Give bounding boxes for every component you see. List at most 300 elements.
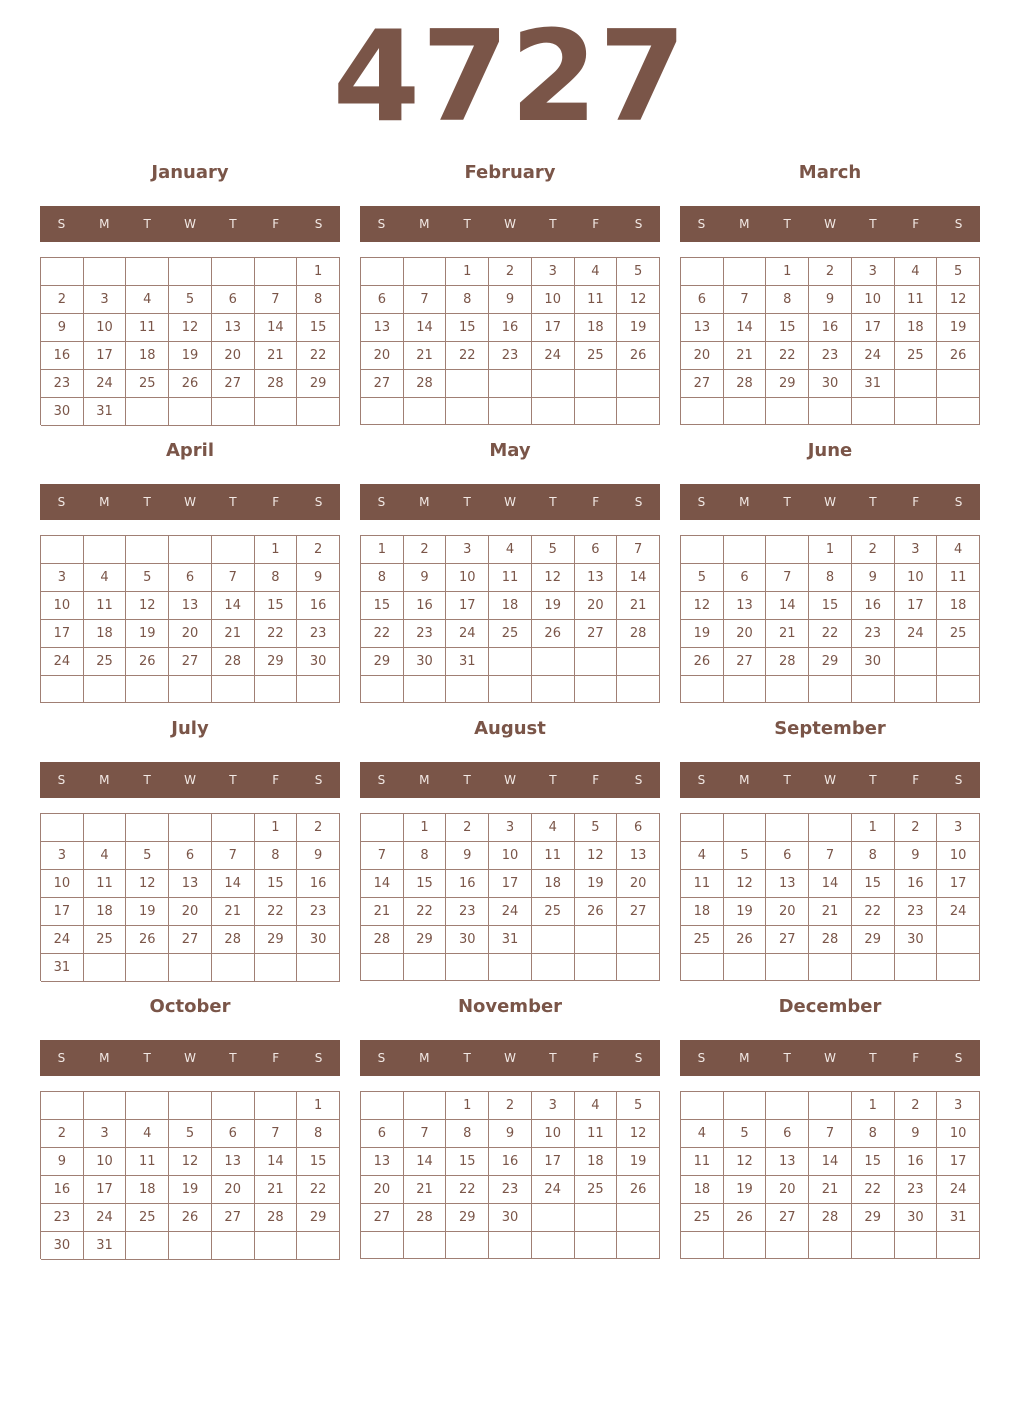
empty-cell (809, 1092, 852, 1120)
day-cell: 14 (212, 592, 255, 620)
day-cell: 11 (937, 564, 980, 592)
day-grid (680, 813, 980, 981)
weekday-label: T (783, 1051, 791, 1065)
month-name: October (149, 996, 231, 1017)
day-cell: 11 (489, 564, 532, 592)
day-cell: 28 (617, 620, 660, 648)
day-cell: 20 (212, 342, 255, 370)
day-cell: 19 (575, 870, 618, 898)
day-cell: 1 (297, 1092, 340, 1120)
empty-cell (212, 398, 255, 426)
day-cell: 14 (361, 870, 404, 898)
day-cell: 6 (169, 842, 212, 870)
day-cell: 24 (489, 898, 532, 926)
day-cell: 7 (212, 564, 255, 592)
day-cell: 19 (532, 592, 575, 620)
day-cell: 1 (852, 1092, 895, 1120)
day-cell: 7 (361, 842, 404, 870)
weekday-label: M (419, 773, 430, 787)
weekday-label: T (869, 495, 877, 509)
weekday-header (680, 484, 980, 520)
day-cell: 26 (575, 898, 618, 926)
day-cell: 12 (681, 592, 724, 620)
day-cell: 29 (297, 1204, 340, 1232)
day-cell: 23 (852, 620, 895, 648)
day-cell: 25 (575, 342, 618, 370)
day-cell: 17 (852, 314, 895, 342)
day-cell: 22 (446, 342, 489, 370)
day-cell: 25 (681, 1204, 724, 1232)
weekday-label: S (697, 773, 706, 787)
day-cell: 31 (489, 926, 532, 954)
weekday-header (40, 206, 340, 242)
empty-cell (724, 676, 767, 703)
empty-cell (212, 258, 255, 286)
day-cell: 30 (489, 1204, 532, 1232)
day-cell: 25 (895, 342, 938, 370)
empty-cell (446, 954, 489, 981)
day-cell: 8 (255, 842, 298, 870)
empty-cell (41, 814, 84, 842)
day-cell: 24 (852, 342, 895, 370)
day-cell: 6 (212, 1120, 255, 1148)
day-cell: 26 (937, 342, 980, 370)
day-cell: 9 (489, 286, 532, 314)
empty-cell (404, 1232, 447, 1259)
day-cell: 11 (681, 1148, 724, 1176)
day-cell: 14 (255, 1148, 298, 1176)
day-cell: 20 (724, 620, 767, 648)
empty-cell (575, 676, 618, 703)
day-cell: 25 (681, 926, 724, 954)
weekday-label: S (634, 217, 643, 231)
day-cell: 28 (809, 926, 852, 954)
day-cell: 10 (489, 842, 532, 870)
day-cell: 6 (724, 564, 767, 592)
month-name: August (474, 718, 546, 739)
day-cell: 7 (809, 1120, 852, 1148)
day-cell: 24 (937, 1176, 980, 1204)
day-cell: 17 (532, 314, 575, 342)
weekday-label: W (184, 1051, 196, 1065)
day-cell: 21 (617, 592, 660, 620)
day-cell: 27 (617, 898, 660, 926)
empty-cell (575, 1204, 618, 1232)
day-cell: 17 (937, 1148, 980, 1176)
empty-cell (489, 676, 532, 703)
day-cell: 2 (297, 814, 340, 842)
day-cell: 19 (937, 314, 980, 342)
day-cell: 9 (446, 842, 489, 870)
day-cell: 21 (404, 1176, 447, 1204)
day-cell: 20 (169, 620, 212, 648)
day-cell: 4 (575, 258, 618, 286)
day-cell: 3 (84, 286, 127, 314)
weekday-label: T (229, 495, 237, 509)
weekday-label: T (229, 1051, 237, 1065)
empty-cell (895, 648, 938, 676)
day-cell: 12 (724, 1148, 767, 1176)
day-cell: 31 (852, 370, 895, 398)
day-cell: 19 (169, 1176, 212, 1204)
empty-cell (766, 398, 809, 425)
day-cell: 17 (41, 620, 84, 648)
day-cell: 30 (809, 370, 852, 398)
day-cell: 29 (446, 1204, 489, 1232)
day-cell: 9 (297, 564, 340, 592)
empty-cell (126, 814, 169, 842)
weekday-header (360, 762, 660, 798)
empty-cell (937, 648, 980, 676)
day-cell: 10 (41, 592, 84, 620)
day-cell: 17 (532, 1148, 575, 1176)
day-cell: 5 (575, 814, 618, 842)
day-cell: 17 (895, 592, 938, 620)
day-cell: 9 (895, 1120, 938, 1148)
day-cell: 21 (809, 898, 852, 926)
day-cell: 16 (297, 592, 340, 620)
empty-cell (446, 676, 489, 703)
empty-cell (297, 1232, 340, 1260)
day-cell: 22 (766, 342, 809, 370)
day-cell: 12 (575, 842, 618, 870)
day-cell: 16 (41, 1176, 84, 1204)
day-cell: 27 (724, 648, 767, 676)
day-cell: 9 (41, 1148, 84, 1176)
day-cell: 5 (724, 1120, 767, 1148)
day-cell: 12 (126, 592, 169, 620)
day-cell: 21 (255, 1176, 298, 1204)
day-cell: 21 (212, 620, 255, 648)
day-cell: 25 (126, 370, 169, 398)
day-cell: 10 (895, 564, 938, 592)
day-cell: 26 (126, 926, 169, 954)
empty-cell (617, 398, 660, 425)
empty-cell (724, 258, 767, 286)
weekday-label: M (739, 217, 750, 231)
empty-cell (297, 676, 340, 703)
weekday-label: S (634, 1051, 643, 1065)
day-cell: 8 (852, 1120, 895, 1148)
empty-cell (212, 1092, 255, 1120)
weekday-label: T (869, 1051, 877, 1065)
day-cell: 3 (895, 536, 938, 564)
weekday-label: S (314, 495, 323, 509)
empty-cell (212, 536, 255, 564)
weekday-label: T (229, 217, 237, 231)
day-cell: 25 (575, 1176, 618, 1204)
weekday-label: M (419, 217, 430, 231)
day-cell: 13 (361, 1148, 404, 1176)
day-cell: 27 (361, 370, 404, 398)
day-cell: 1 (446, 258, 489, 286)
day-cell: 1 (766, 258, 809, 286)
day-cell: 20 (617, 870, 660, 898)
day-cell: 4 (489, 536, 532, 564)
day-cell: 19 (169, 342, 212, 370)
day-cell: 17 (84, 1176, 127, 1204)
day-cell: 18 (489, 592, 532, 620)
day-cell: 16 (489, 1148, 532, 1176)
empty-cell (41, 536, 84, 564)
day-cell: 3 (446, 536, 489, 564)
day-cell: 28 (404, 1204, 447, 1232)
day-cell: 16 (489, 314, 532, 342)
day-cell: 30 (41, 1232, 84, 1260)
empty-cell (169, 954, 212, 982)
empty-cell (41, 258, 84, 286)
day-cell: 15 (255, 870, 298, 898)
weekday-label: S (57, 773, 66, 787)
day-cell: 26 (169, 370, 212, 398)
empty-cell (446, 370, 489, 398)
day-cell: 17 (937, 870, 980, 898)
empty-cell (681, 676, 724, 703)
empty-cell (532, 370, 575, 398)
weekday-label: W (504, 495, 516, 509)
day-cell: 9 (809, 286, 852, 314)
weekday-label: F (272, 773, 280, 787)
weekday-label: S (697, 495, 706, 509)
day-cell: 14 (404, 1148, 447, 1176)
empty-cell (766, 1092, 809, 1120)
empty-cell (766, 954, 809, 981)
empty-cell (126, 258, 169, 286)
weekday-label: S (314, 217, 323, 231)
day-cell: 12 (169, 1148, 212, 1176)
day-cell: 13 (681, 314, 724, 342)
empty-cell (361, 258, 404, 286)
weekday-label: T (463, 1051, 471, 1065)
day-cell: 15 (446, 1148, 489, 1176)
month-name: April (165, 440, 215, 461)
weekday-label: W (824, 217, 836, 231)
day-cell: 11 (681, 870, 724, 898)
day-grid (680, 257, 980, 425)
day-cell: 3 (937, 1092, 980, 1120)
day-cell: 11 (895, 286, 938, 314)
day-cell: 7 (724, 286, 767, 314)
day-cell: 7 (766, 564, 809, 592)
day-grid (360, 1091, 660, 1259)
year-title: 4727 (332, 3, 688, 150)
day-cell: 2 (895, 1092, 938, 1120)
day-cell: 1 (361, 536, 404, 564)
empty-cell (84, 536, 127, 564)
day-cell: 8 (404, 842, 447, 870)
day-cell: 18 (681, 898, 724, 926)
day-cell: 3 (532, 258, 575, 286)
day-cell: 15 (446, 314, 489, 342)
day-cell: 23 (297, 620, 340, 648)
day-cell: 24 (41, 648, 84, 676)
weekday-header (360, 1040, 660, 1076)
day-cell: 19 (617, 1148, 660, 1176)
weekday-label: F (272, 495, 280, 509)
weekday-label: S (377, 773, 386, 787)
day-cell: 26 (617, 342, 660, 370)
empty-cell (766, 676, 809, 703)
day-cell: 27 (169, 926, 212, 954)
weekday-label: F (912, 217, 920, 231)
day-cell: 15 (297, 314, 340, 342)
day-cell: 29 (766, 370, 809, 398)
month-name: September (774, 718, 886, 739)
day-cell: 4 (681, 1120, 724, 1148)
day-cell: 27 (361, 1204, 404, 1232)
empty-cell (575, 398, 618, 425)
weekday-label: M (419, 1051, 430, 1065)
empty-cell (255, 398, 298, 426)
empty-cell (681, 1092, 724, 1120)
empty-cell (169, 536, 212, 564)
weekday-label: F (272, 1051, 280, 1065)
day-cell: 28 (255, 1204, 298, 1232)
empty-cell (169, 676, 212, 703)
day-cell: 8 (255, 564, 298, 592)
day-cell: 15 (766, 314, 809, 342)
day-cell: 9 (852, 564, 895, 592)
empty-cell (84, 676, 127, 703)
empty-cell (126, 676, 169, 703)
day-cell: 14 (404, 314, 447, 342)
day-cell: 12 (937, 286, 980, 314)
day-cell: 25 (126, 1204, 169, 1232)
day-cell: 24 (532, 1176, 575, 1204)
day-grid (680, 535, 980, 703)
day-cell: 7 (809, 842, 852, 870)
day-cell: 12 (532, 564, 575, 592)
empty-cell (895, 676, 938, 703)
day-cell: 15 (255, 592, 298, 620)
day-cell: 13 (617, 842, 660, 870)
day-cell: 30 (895, 926, 938, 954)
day-cell: 11 (126, 314, 169, 342)
day-cell: 1 (404, 814, 447, 842)
empty-cell (575, 648, 618, 676)
weekday-label: T (143, 217, 151, 231)
day-cell: 22 (852, 1176, 895, 1204)
weekday-label: T (229, 773, 237, 787)
empty-cell (361, 1092, 404, 1120)
empty-cell (724, 1092, 767, 1120)
empty-cell (361, 814, 404, 842)
day-cell: 6 (212, 286, 255, 314)
day-cell: 4 (681, 842, 724, 870)
weekday-label: T (463, 217, 471, 231)
empty-cell (126, 1232, 169, 1260)
empty-cell (532, 954, 575, 981)
day-cell: 22 (255, 620, 298, 648)
day-cell: 24 (41, 926, 84, 954)
month-name: November (457, 996, 563, 1017)
empty-cell (446, 398, 489, 425)
day-cell: 5 (126, 842, 169, 870)
day-cell: 1 (297, 258, 340, 286)
weekday-label: S (954, 1051, 963, 1065)
day-cell: 6 (361, 286, 404, 314)
day-cell: 5 (724, 842, 767, 870)
day-cell: 29 (255, 926, 298, 954)
empty-cell (255, 258, 298, 286)
day-cell: 12 (724, 870, 767, 898)
day-cell: 8 (297, 1120, 340, 1148)
empty-cell (297, 954, 340, 982)
empty-cell (937, 370, 980, 398)
day-cell: 16 (809, 314, 852, 342)
empty-cell (126, 1092, 169, 1120)
day-cell: 23 (41, 1204, 84, 1232)
day-cell: 6 (617, 814, 660, 842)
empty-cell (532, 676, 575, 703)
empty-cell (169, 1232, 212, 1260)
weekday-label: W (504, 217, 516, 231)
day-cell: 8 (297, 286, 340, 314)
day-cell: 4 (532, 814, 575, 842)
day-cell: 26 (724, 926, 767, 954)
empty-cell (937, 1232, 980, 1259)
empty-cell (724, 536, 767, 564)
day-cell: 14 (766, 592, 809, 620)
day-grid (40, 1091, 340, 1259)
day-cell: 23 (41, 370, 84, 398)
empty-cell (489, 954, 532, 981)
weekday-label: S (377, 217, 386, 231)
day-cell: 4 (895, 258, 938, 286)
day-cell: 4 (84, 842, 127, 870)
empty-cell (809, 676, 852, 703)
day-cell: 20 (681, 342, 724, 370)
weekday-label: T (143, 1051, 151, 1065)
day-cell: 6 (169, 564, 212, 592)
empty-cell (489, 398, 532, 425)
weekday-label: S (954, 217, 963, 231)
day-cell: 10 (532, 1120, 575, 1148)
day-cell: 22 (852, 898, 895, 926)
day-cell: 27 (212, 370, 255, 398)
weekday-label: M (99, 495, 110, 509)
empty-cell (404, 1092, 447, 1120)
weekday-label: T (549, 495, 557, 509)
empty-cell (361, 676, 404, 703)
day-cell: 7 (404, 1120, 447, 1148)
day-cell: 26 (617, 1176, 660, 1204)
weekday-label: S (634, 773, 643, 787)
day-cell: 8 (446, 1120, 489, 1148)
day-cell: 2 (895, 814, 938, 842)
day-cell: 10 (532, 286, 575, 314)
day-cell: 23 (297, 898, 340, 926)
weekday-label: S (57, 217, 66, 231)
day-cell: 27 (766, 1204, 809, 1232)
day-cell: 2 (446, 814, 489, 842)
day-cell: 18 (681, 1176, 724, 1204)
day-grid (680, 1091, 980, 1259)
day-cell: 2 (41, 286, 84, 314)
day-cell: 9 (895, 842, 938, 870)
day-cell: 8 (809, 564, 852, 592)
day-cell: 8 (766, 286, 809, 314)
empty-cell (255, 676, 298, 703)
day-cell: 7 (212, 842, 255, 870)
empty-cell (169, 258, 212, 286)
day-cell: 15 (361, 592, 404, 620)
weekday-label: T (549, 773, 557, 787)
day-cell: 2 (297, 536, 340, 564)
day-cell: 11 (84, 870, 127, 898)
day-cell: 8 (361, 564, 404, 592)
day-cell: 9 (489, 1120, 532, 1148)
